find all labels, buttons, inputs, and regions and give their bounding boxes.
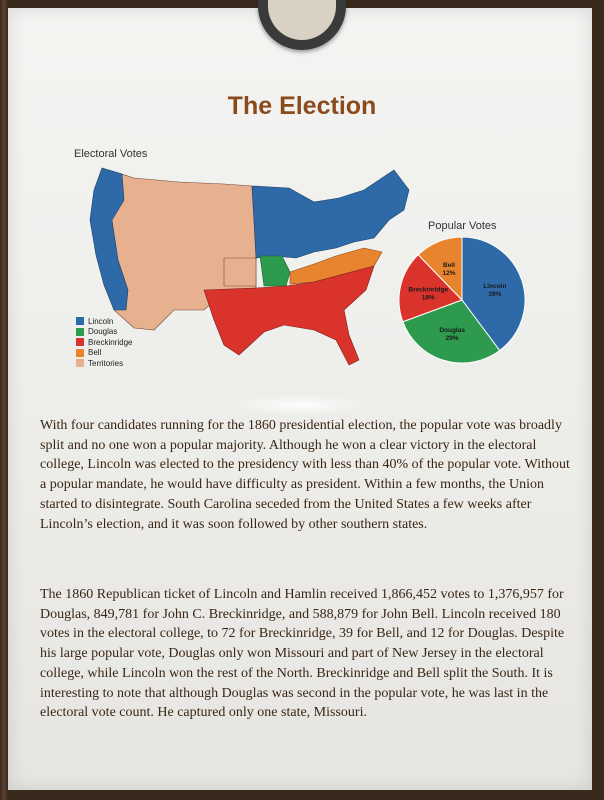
map-region-kansas bbox=[224, 258, 256, 286]
legend-label: Bell bbox=[88, 348, 102, 358]
legend-swatch bbox=[76, 317, 84, 325]
map-region-north bbox=[252, 170, 409, 258]
legend-item-breckinridge bbox=[76, 337, 132, 348]
legend-item-douglas bbox=[76, 327, 132, 338]
legend-label: Lincoln bbox=[88, 316, 114, 326]
pie-slice-value-label: 12% bbox=[442, 269, 456, 277]
medallion-inner bbox=[268, 0, 336, 40]
pie-slice-value-label: 18% bbox=[421, 294, 435, 302]
pie-slice-value-label: 29% bbox=[445, 335, 459, 343]
legend-label: Douglas bbox=[88, 327, 118, 337]
legend-item-lincoln bbox=[76, 316, 132, 327]
legend-swatch bbox=[76, 338, 84, 346]
pie-slice-name-label: Lincoln bbox=[483, 283, 507, 291]
legend-swatch bbox=[76, 328, 84, 336]
popular-votes-pie bbox=[394, 232, 530, 368]
legend-swatch bbox=[76, 349, 84, 357]
legend-swatch bbox=[76, 359, 84, 367]
light-glare bbox=[230, 395, 370, 415]
paragraph-vote-totals: The 1860 Republican ticket of Lincoln and Hamlin received 1,866,452 votes to 1,376,957 for Douglas, 849,781 for John C. Breckinridge, and 588,879 for John Bell. Lincoln received 180 votes in the electoral college, to 72 for Breckinridge, 39 for Bell, and 12 for Douglas. Despite his large popular vote, Douglas only won Missouri and part of New Jersey in the electoral college, while Lincoln won the rest of the North. Breckinridge and Bell split the South. It is interesting to note that although Douglas was second in the popular vote, he was last in the electoral vote count. He captured only one state, Missouri. bbox=[40, 587, 565, 721]
pie-slice-name-label: Breckinridge bbox=[408, 286, 449, 294]
pie-slice-name-label: Bell bbox=[443, 261, 455, 269]
pie-slice-value-label: 39% bbox=[488, 291, 502, 299]
pie-slice-name-label: Douglas bbox=[439, 327, 465, 335]
electoral-map-label: Electoral Votes bbox=[74, 148, 148, 160]
pie-chart-title: Popular Votes bbox=[428, 220, 497, 232]
legend-item-bell bbox=[76, 348, 132, 359]
page-title: The Election bbox=[227, 92, 377, 120]
legend-label: Breckinridge bbox=[88, 337, 133, 347]
map-legend bbox=[76, 316, 132, 369]
map-region-missouri bbox=[260, 256, 290, 286]
legend-label: Territories bbox=[88, 358, 124, 368]
legend-item-territories bbox=[76, 358, 132, 369]
paragraph-overview: With four candidates running for the 1860 presidential election, the popular vote was broadly split and no one won a popular majority. Although he won a clear victory in the electoral college, Lincoln was elected to the presidency with less than 40% of the popular vote. Without a popular mandate, he would have difficulty as president. Within a few months, the Union started to disintegrate. South Carolina seceded from the United States a few weeks after Lincoln’s election, and it was soon followed by other southern states. bbox=[40, 418, 570, 532]
